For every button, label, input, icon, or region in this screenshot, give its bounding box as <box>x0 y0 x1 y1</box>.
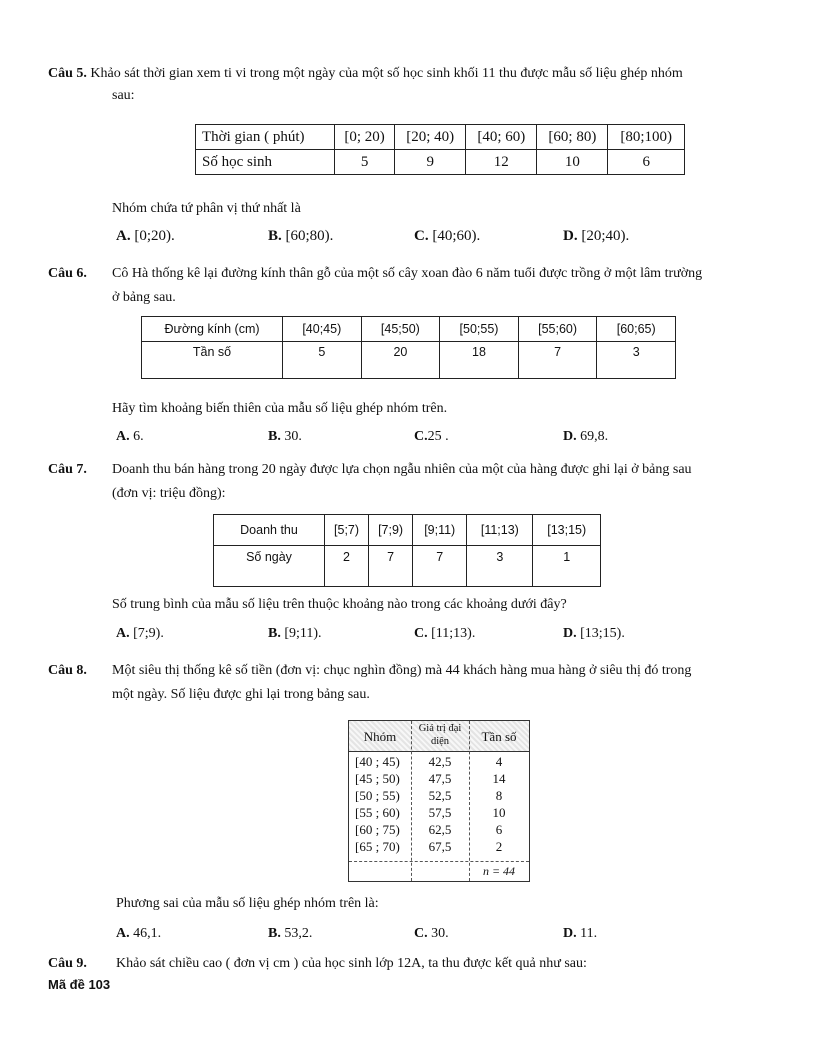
option-key: B. <box>268 429 281 444</box>
q6-label: Câu 6. <box>48 266 87 281</box>
q5-cell: 6 <box>608 150 685 175</box>
option-key: C. <box>414 626 428 641</box>
q6-cell: [40;45) <box>283 317 362 342</box>
q5-cell: 10 <box>537 150 608 175</box>
q8-label: Câu 8. <box>48 663 87 678</box>
q6-cell: [50;55) <box>440 317 519 342</box>
option-key: C. <box>414 926 428 941</box>
q6-option-d <box>563 429 608 445</box>
q9-line1: Khảo sát chiều cao ( đơn vị cm ) của học sinh lớp 12A, ta thu được kết quả như sau: <box>116 956 587 971</box>
q8-line1: Một siêu thị thống kê số tiền (đơn vị: chục nghìn đồng) mà 44 khách hàng mua hàng ở siêu thị đó trong <box>112 663 692 678</box>
q8-cell: 2 <box>495 839 503 854</box>
q8-question: Phương sai của mẫu số liệu ghép nhóm trên là: <box>116 896 379 911</box>
q5-table-row <box>196 125 685 150</box>
q5-question: Nhóm chứa tứ phân vị thứ nhất là <box>112 201 301 216</box>
q5-line1 <box>48 66 683 82</box>
q8-table <box>348 720 530 882</box>
q6-table-row <box>142 342 676 379</box>
option-key: A. <box>116 429 130 444</box>
option-value: 30. <box>431 926 449 941</box>
q7-option-c <box>414 626 475 642</box>
q7-cell: [11;13) <box>467 515 533 546</box>
q6-table <box>141 316 676 379</box>
option-value: 30. <box>284 429 302 444</box>
q6-cell: [55;60) <box>518 317 597 342</box>
option-value: 53,2. <box>284 926 313 941</box>
q5-cell: [60; 80) <box>537 125 608 150</box>
q8-cell: 57,5 <box>428 805 452 820</box>
q8-cell: 8 <box>495 788 503 803</box>
q8-cell: 62,5 <box>428 822 452 837</box>
q5-table-row <box>196 150 685 175</box>
option-value: [20;40). <box>581 228 630 244</box>
q6-cell: 7 <box>518 342 597 379</box>
option-key: C. <box>414 228 429 244</box>
q5-cell: Thời gian ( phút) <box>196 125 335 150</box>
q8-cell: 4 <box>495 754 503 769</box>
q7-question: Số trung bình của mẫu số liệu trên thuộc khoảng nào trong các khoảng dưới đây? <box>112 597 567 612</box>
q6-option-c <box>414 429 449 445</box>
q7-cell: [9;11) <box>413 515 467 546</box>
q7-cell: 7 <box>369 546 413 587</box>
option-key: B. <box>268 626 281 641</box>
q6-cell: 18 <box>440 342 519 379</box>
exam-code-footer: Mã đề 103 <box>48 977 111 992</box>
q5-option-a <box>116 228 175 245</box>
q7-cell: 7 <box>413 546 467 587</box>
option-key: C. <box>414 429 428 444</box>
q8-cell: 42,5 <box>428 754 452 769</box>
q8-cell: [60 ; 75) <box>355 822 400 837</box>
q6-cell: Tần số <box>142 342 283 379</box>
q8-header-cell: Giá trị đại diện <box>418 723 462 747</box>
q5-cell: 5 <box>335 150 395 175</box>
q8-total: n = 44 <box>482 864 516 878</box>
q6-cell: [60;65) <box>597 317 676 342</box>
option-value: 6. <box>133 429 144 444</box>
option-value: [11;13). <box>431 626 476 641</box>
q7-option-a <box>116 626 164 642</box>
q6-cell: 20 <box>361 342 440 379</box>
option-value: 69,8. <box>580 429 609 444</box>
q6-cell: [45;50) <box>361 317 440 342</box>
q7-cell: 1 <box>533 546 601 587</box>
q6-question: Hãy tìm khoảng biến thiên của mẫu số liệu ghép nhóm trên. <box>112 401 448 416</box>
q7-option-d <box>563 626 625 642</box>
q8-cell: 10 <box>492 805 506 820</box>
q7-table <box>213 514 601 587</box>
option-value: [0;20). <box>134 228 175 244</box>
option-value: 25 . <box>427 429 449 444</box>
q6-option-a <box>116 429 144 445</box>
q5-cell: [20; 40) <box>395 125 466 150</box>
q8-line2: một ngày. Số liệu được ghi lại trong bảng sau. <box>112 687 370 702</box>
q6-line2: ở bảng sau. <box>112 290 176 305</box>
q8-option-c <box>414 926 449 942</box>
divider <box>349 861 529 862</box>
q8-cell: [65 ; 70) <box>355 839 400 854</box>
q6-cell: Đường kính (cm) <box>142 317 283 342</box>
option-key: B. <box>268 926 281 941</box>
option-key: B. <box>268 228 282 244</box>
q8-cell: [50 ; 55) <box>355 788 400 803</box>
q8-cell: [45 ; 50) <box>355 771 400 786</box>
q6-option-b <box>268 429 302 445</box>
q7-cell: 2 <box>325 546 369 587</box>
q8-cell: 67,5 <box>428 839 452 854</box>
q8-option-b <box>268 926 312 942</box>
option-value: [60;80). <box>285 228 334 244</box>
option-key: D. <box>563 429 577 444</box>
q7-cell: Số ngày <box>214 546 325 587</box>
q8-header-cell: Tần số <box>481 729 517 744</box>
q8-cell: 14 <box>492 771 506 786</box>
q5-table <box>195 124 685 175</box>
q5-cell: [40; 60) <box>466 125 537 150</box>
option-value: 11. <box>580 926 598 941</box>
q7-option-b <box>268 626 322 642</box>
option-value: [7;9). <box>133 626 164 641</box>
q5-line2: sau: <box>112 88 135 103</box>
q8-header-cell: Nhóm <box>363 729 397 744</box>
q6-line1: Cô Hà thống kê lại đường kính thân gỗ của một số cây xoan đào 6 năm tuổi được trồng ở một lâm trường <box>112 266 703 281</box>
option-value: [40;60). <box>432 228 481 244</box>
q7-cell: [7;9) <box>369 515 413 546</box>
q5-label: Câu 5. <box>48 66 87 81</box>
q6-cell: 5 <box>283 342 362 379</box>
q5-cell: 12 <box>466 150 537 175</box>
q8-option-d <box>563 926 597 942</box>
option-key: D. <box>563 926 577 941</box>
option-value: [9;11). <box>284 626 322 641</box>
option-key: A. <box>116 228 131 244</box>
option-value: 46,1. <box>133 926 162 941</box>
option-key: D. <box>563 228 578 244</box>
q5-option-d <box>563 228 629 245</box>
q5-option-c <box>414 228 480 245</box>
q7-cell: [13;15) <box>533 515 601 546</box>
q7-line1: Doanh thu bán hàng trong 20 ngày được lựa chọn ngẫu nhiên của một của hàng được ghi lại ở bảng sau <box>112 462 692 477</box>
q7-cell: 3 <box>467 546 533 587</box>
q9-label: Câu 9. <box>48 956 87 971</box>
q7-table-row <box>214 546 601 587</box>
q6-table-row <box>142 317 676 342</box>
q5-text: Khảo sát thời gian xem ti vi trong một ngày của một số học sinh khối 11 thu được mẫu số liệu ghép nhóm <box>90 66 683 81</box>
q8-cell: [40 ; 45) <box>355 754 400 769</box>
q6-cell: 3 <box>597 342 676 379</box>
q5-cell: 9 <box>395 150 466 175</box>
q8-cell: [55 ; 60) <box>355 805 400 820</box>
q7-cell: Doanh thu <box>214 515 325 546</box>
q8-cell: 6 <box>495 822 503 837</box>
q8-cell: 52,5 <box>428 788 452 803</box>
option-key: A. <box>116 926 130 941</box>
q8-cell: 47,5 <box>428 771 452 786</box>
option-key: D. <box>563 626 577 641</box>
q7-line2: (đơn vị: triệu đồng): <box>112 486 226 501</box>
q5-option-b <box>268 228 333 245</box>
q7-cell: [5;7) <box>325 515 369 546</box>
q8-option-a <box>116 926 161 942</box>
q5-cell: [80;100) <box>608 125 685 150</box>
option-value: [13;15). <box>580 626 625 641</box>
q5-cell: Số học sinh <box>196 150 335 175</box>
q7-label: Câu 7. <box>48 462 87 477</box>
q7-table-row <box>214 515 601 546</box>
option-key: A. <box>116 626 130 641</box>
q5-cell: [0; 20) <box>335 125 395 150</box>
